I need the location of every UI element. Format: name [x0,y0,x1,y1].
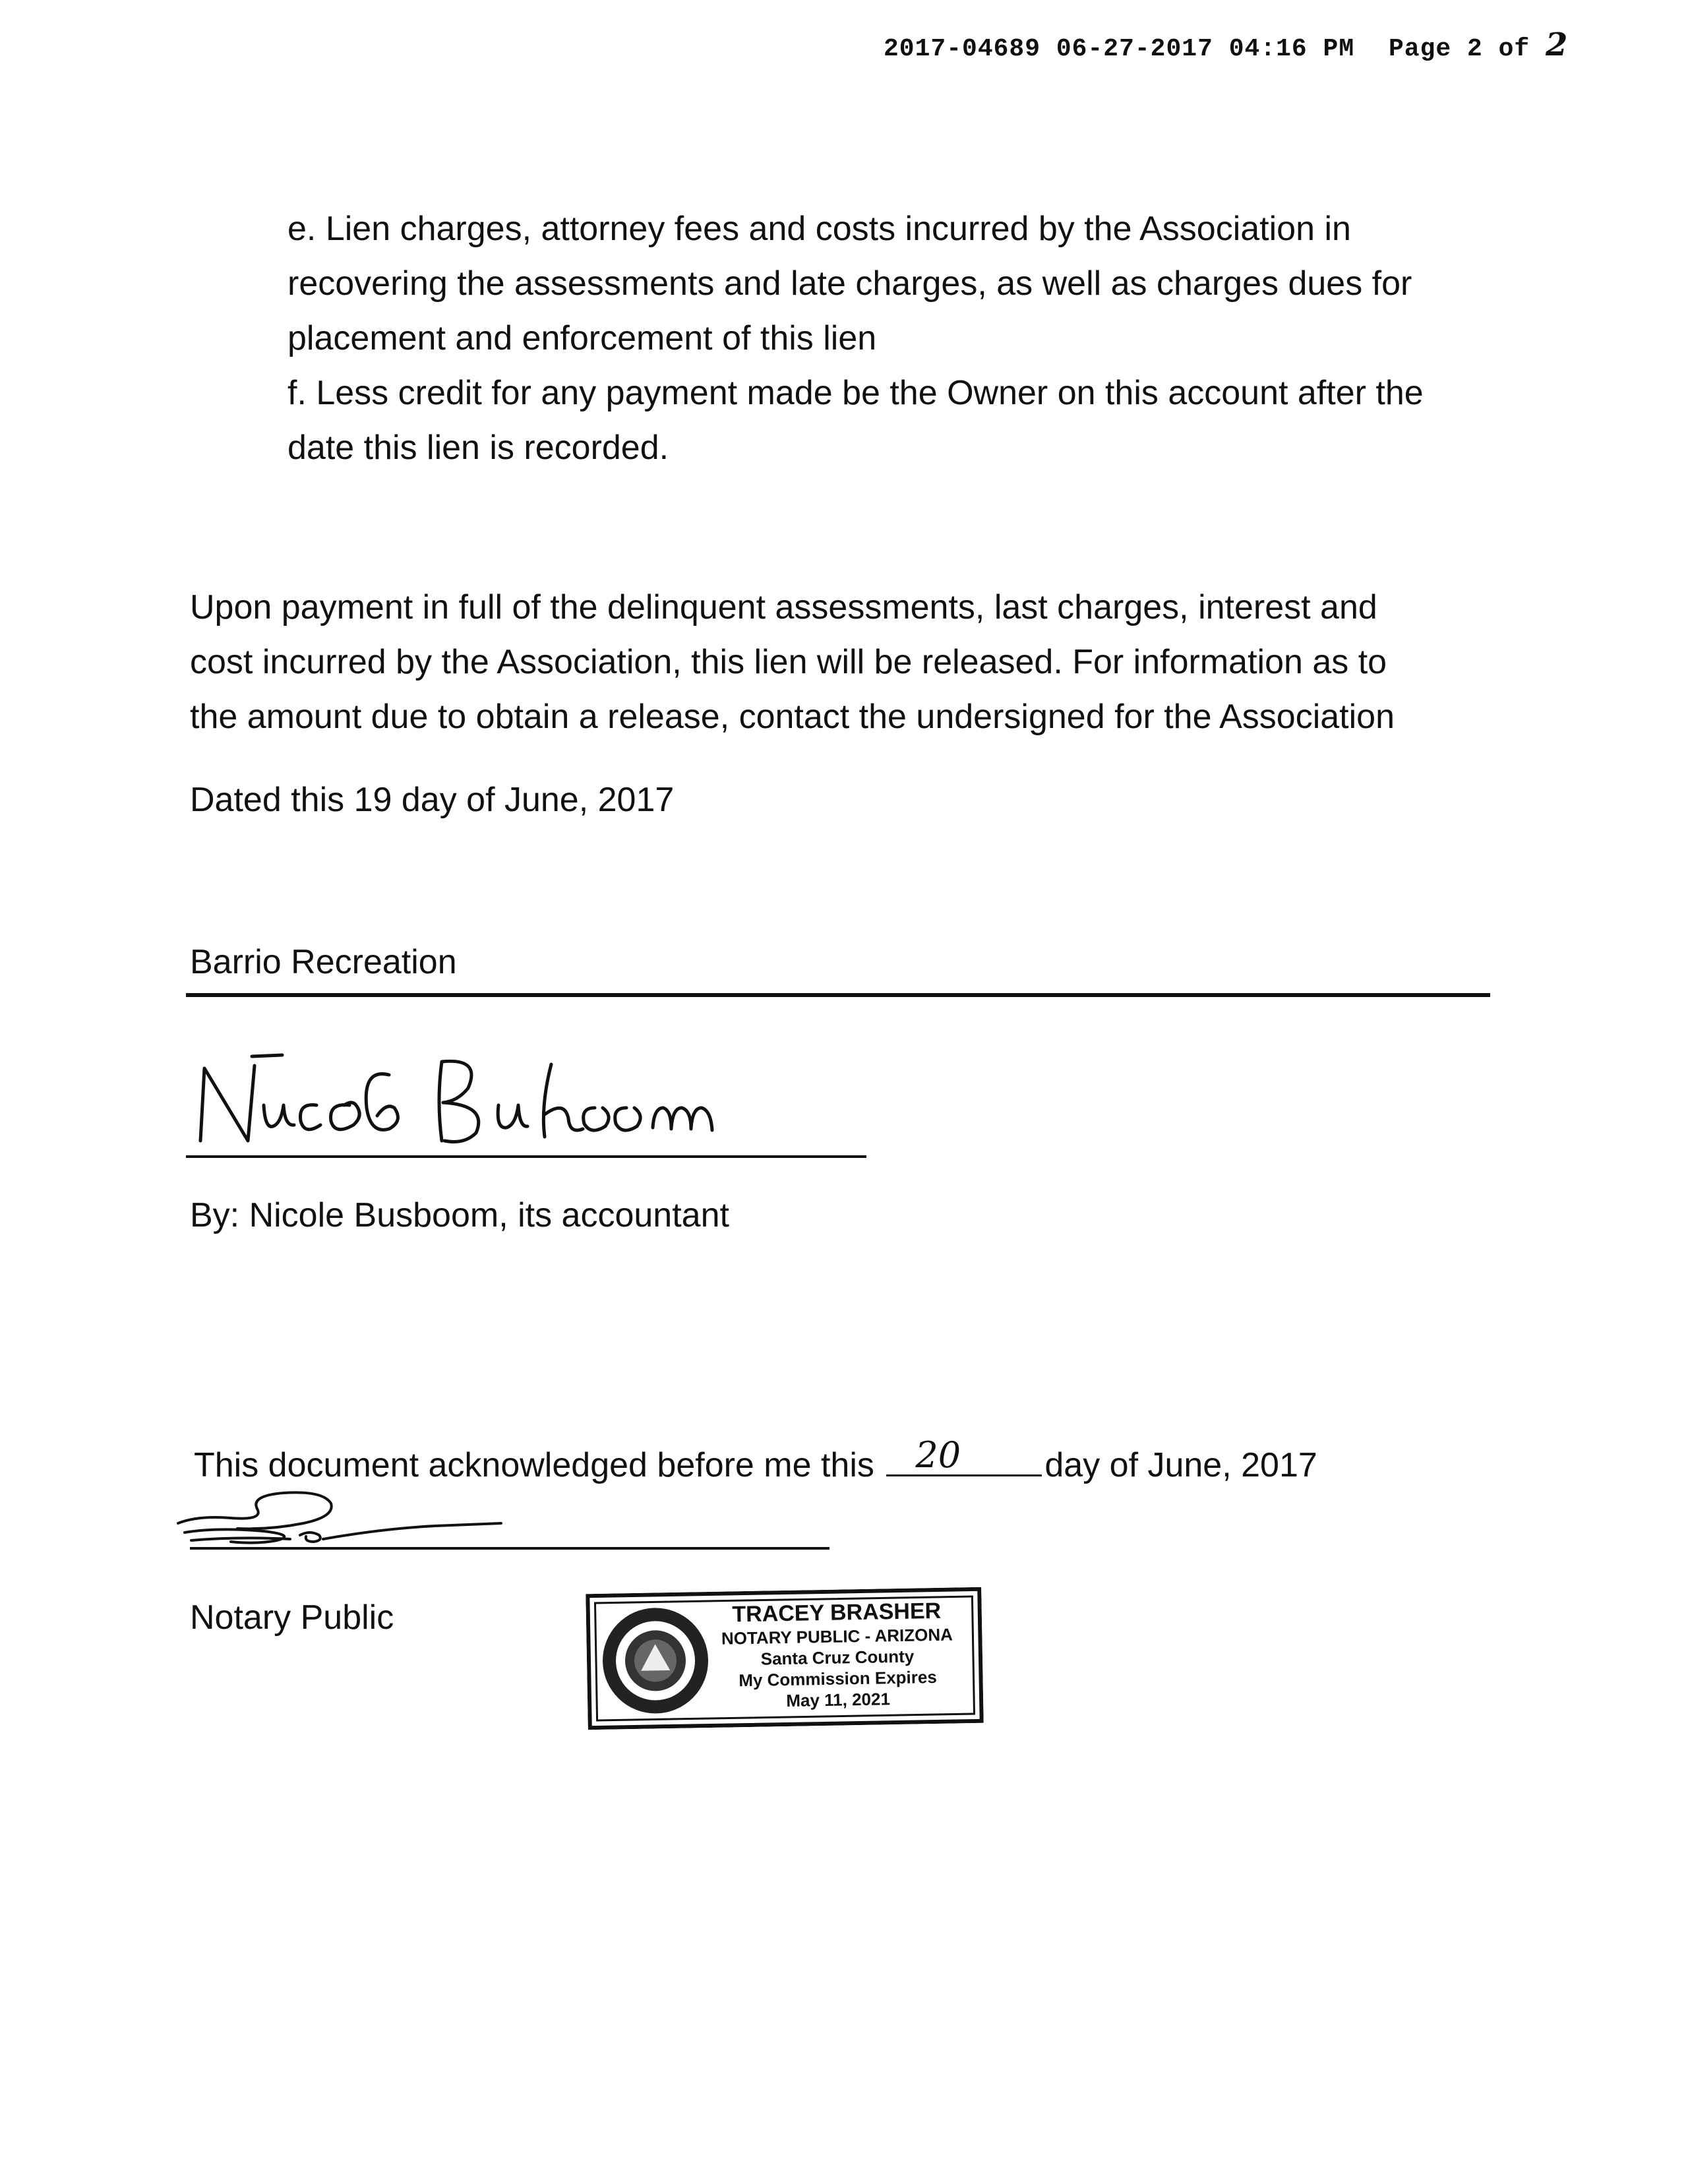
acknowledgment-day-blank [886,1435,1042,1476]
recorded-date: 06-27-2017 [1056,35,1213,63]
recording-header [884,26,1569,63]
acknowledgment-prefix: This document acknowledged before me this [194,1446,874,1484]
notary-name: TRACEY BRASHER [732,1598,942,1627]
recording-number: 2017-04689 [884,35,1041,63]
handwritten-day: 20 [915,1434,961,1476]
association-name: Barrio Recreation [190,943,457,981]
payment-line: Upon payment in full of the delinquent assessments, last charges, interest and [190,588,1377,626]
recorded-time: 04:16 PM [1228,35,1355,63]
notary-signature-line [190,1547,829,1550]
notary-title: NOTARY PUBLIC - ARIZONA [721,1624,953,1649]
notary-signature [158,1477,567,1563]
commission-label: My Commission Expires [738,1666,938,1691]
payment-line: cost incurred by the Association, this lien will be released. For information as to [190,643,1387,681]
notary-county: Santa Cruz County [760,1646,915,1669]
commission-expiration: May 11, 2021 [786,1689,891,1711]
acknowledgment-suffix: day of June, 2017 [1044,1446,1317,1484]
dated-line: Dated this 19 day of June, 2017 [190,781,675,819]
page-total: 2 [1546,26,1569,63]
by-line: By: Nicole Busboom, its accountant [190,1196,729,1234]
item-e [287,202,1540,366]
busboom-signature [191,1042,785,1161]
item-f-line: date this lien is recorded. [287,429,669,467]
payment-line: the amount due to obtain a release, contact the undersigned for the Association [190,698,1395,736]
item-f-line: f. Less credit for any payment made be the Owner on this account after the [287,374,1424,412]
signature-line [186,1155,866,1158]
item-e-line: placement and enforcement of this lien [287,319,877,357]
payment-paragraph [190,580,1509,744]
lien-items [287,202,1540,475]
item-e-line: recovering the assessments and late charges, as well as charges dues for [287,264,1412,303]
arizona-seal [602,1607,709,1714]
page-indicator: Page 2 of [1388,35,1530,63]
item-e-line: e. Lien charges, attorney fees and costs incurred by the Association in [287,210,1351,248]
notary-public-label: Notary Public [190,1598,394,1637]
notary-stamp [586,1587,984,1730]
association-divider [186,993,1490,997]
item-f [287,366,1540,475]
